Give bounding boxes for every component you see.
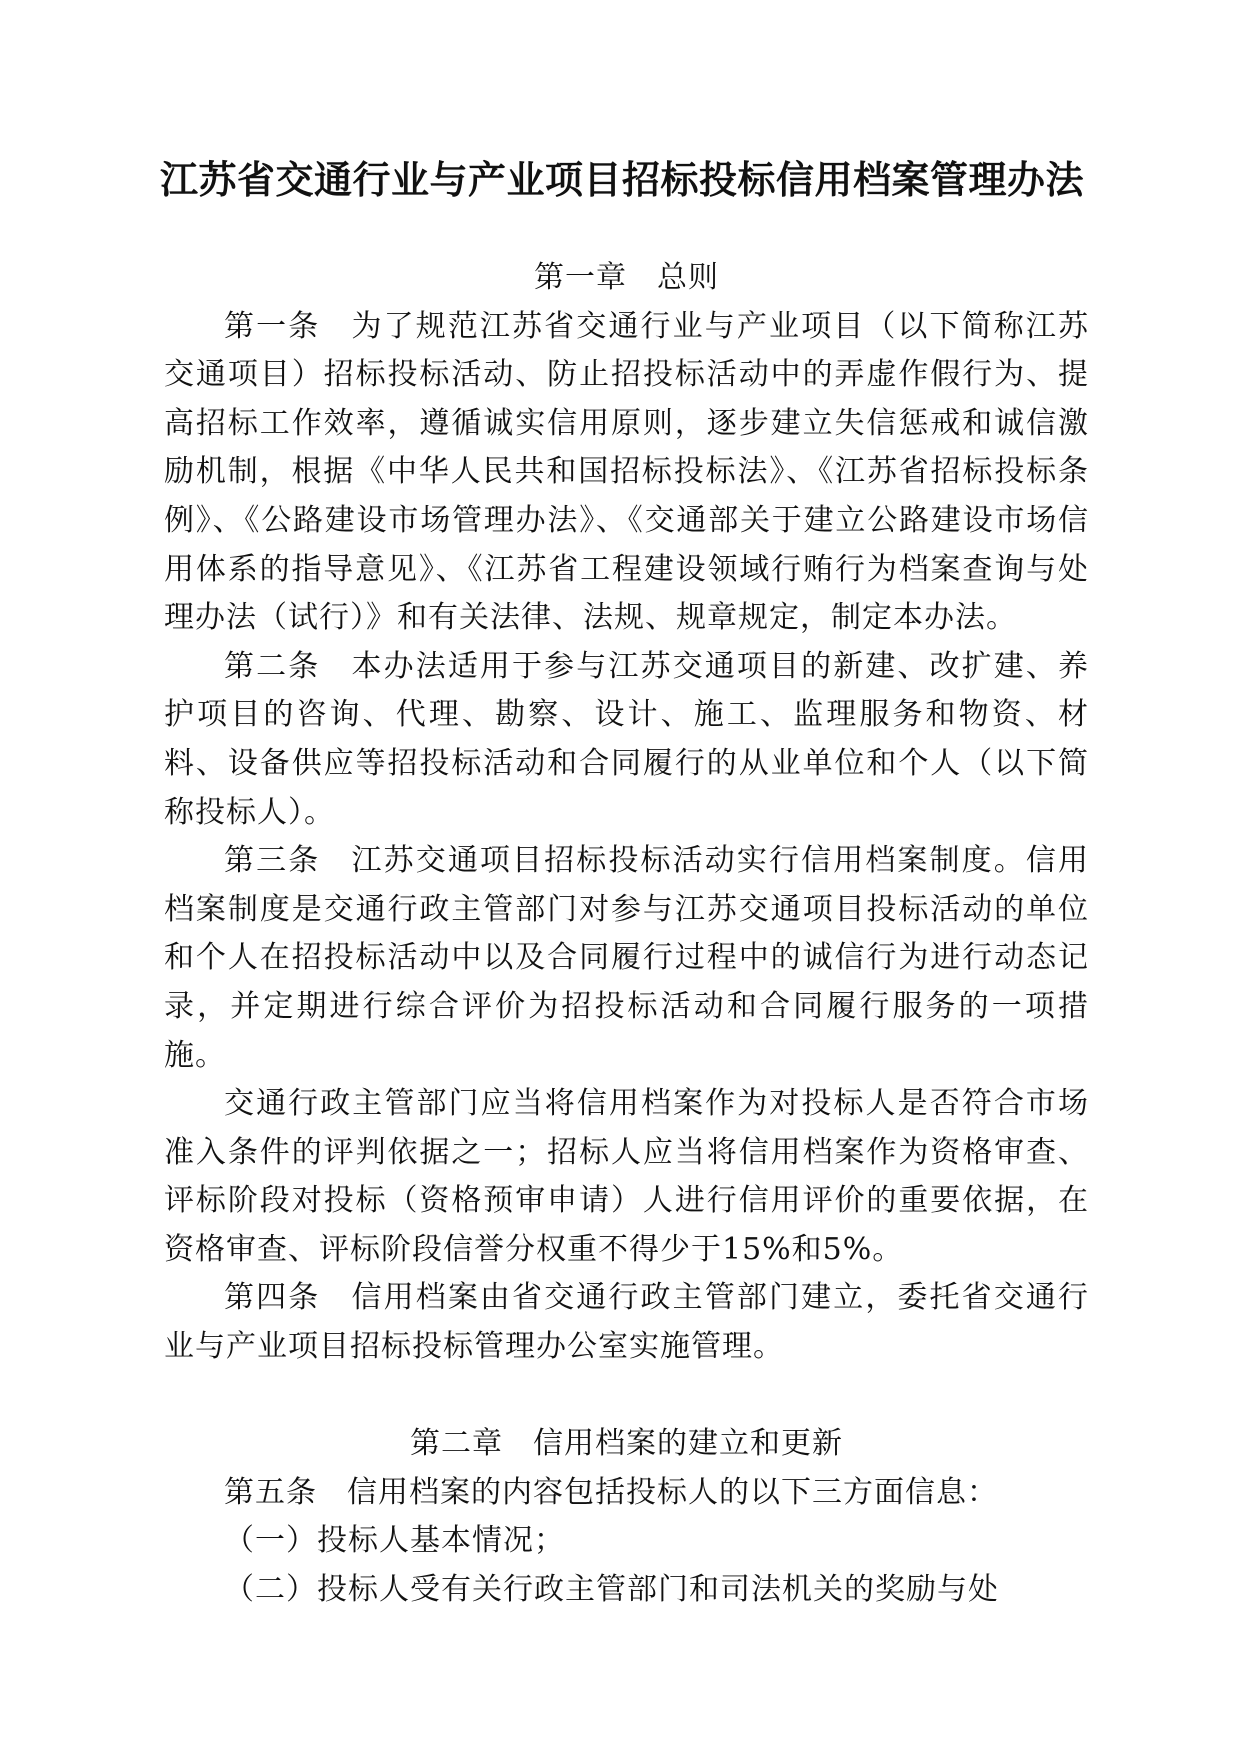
article-3-label: 第三条 bbox=[224, 843, 321, 879]
document-body bbox=[164, 254, 1089, 1615]
article-4-text: 信用档案由省交通行政主管部门建立，委托省交通行业与产业项目招标投标管理办公室实施管理。 bbox=[164, 1280, 1090, 1365]
chapter-2-number: 第二章 bbox=[410, 1426, 503, 1462]
chapter-2-title: 信用档案的建立和更新 bbox=[533, 1426, 843, 1462]
article-3 bbox=[164, 837, 1089, 1080]
article-5-item-1: （一）投标人基本情况； bbox=[224, 1523, 565, 1559]
article-5-label: 第五条 bbox=[224, 1474, 317, 1510]
article-1-label: 第一条 bbox=[224, 308, 321, 344]
chapter-1-heading bbox=[164, 254, 1089, 303]
article-4 bbox=[164, 1274, 1089, 1371]
article-1-text: 为了规范江苏省交通行业与产业项目（以下简称江苏交通项目）招标投标活动、防止招投标活动中的弄虚作假行为、提高招标工作效率，遵循诚实信用原则，逐步建立失信惩戒和诚信激励机制，根据《中华人民共和国招标投标法》、《江苏省招标投标条例》、《公路建设市场管理办法》、《交通部关于建立公路建设市场信用体系的指导意见》、《江苏省工程建设领域行贿行为档案查询与处理办法（试行）》和有关法律、法规、规章规定，制定本办法。 bbox=[164, 308, 1090, 636]
article-3-text: 江苏交通项目招标投标活动实行信用档案制度。信用档案制度是交通行政主管部门对参与江苏交通项目投标活动的单位和个人在招投标活动中以及合同履行过程中的诚信行为进行动态记录，并定期进行综合评价为招投标活动和合同履行服务的一项措施。 bbox=[164, 843, 1090, 1073]
chapter-2-heading bbox=[164, 1420, 1089, 1469]
chapter-1-number: 第一章 bbox=[534, 260, 627, 295]
article-2-label: 第二条 bbox=[224, 648, 321, 684]
article-5-text: 信用档案的内容包括投标人的以下三方面信息： bbox=[347, 1474, 998, 1510]
document-title: 江苏省交通行业与产业项目招标投标信用档案管理办法 bbox=[160, 158, 1085, 202]
article-2 bbox=[164, 643, 1089, 837]
article-5 bbox=[164, 1469, 1089, 1518]
article-5-item-2: （二）投标人受有关行政主管部门和司法机关的奖励与处 bbox=[224, 1572, 999, 1608]
article-1 bbox=[164, 303, 1089, 643]
article-3-paragraph-2: 交通行政主管部门应当将信用档案作为对投标人是否符合市场准入条件的评判依据之一；招标人应当将信用档案作为资格审查、评标阶段对投标（资格预审申请）人进行信用评价的重要依据，在资格审查、评标阶段信誉分权重不得少于15%和5%。 bbox=[164, 1086, 1089, 1267]
article-2-text: 本办法适用于参与江苏交通项目的新建、改扩建、养护项目的咨询、代理、勘察、设计、施工、监理服务和物资、材料、设备供应等招投标活动和合同履行的从业单位和个人（以下简称投标人）。 bbox=[164, 648, 1090, 830]
chapter-1-title: 总则 bbox=[657, 260, 719, 295]
article-4-label: 第四条 bbox=[224, 1280, 321, 1316]
